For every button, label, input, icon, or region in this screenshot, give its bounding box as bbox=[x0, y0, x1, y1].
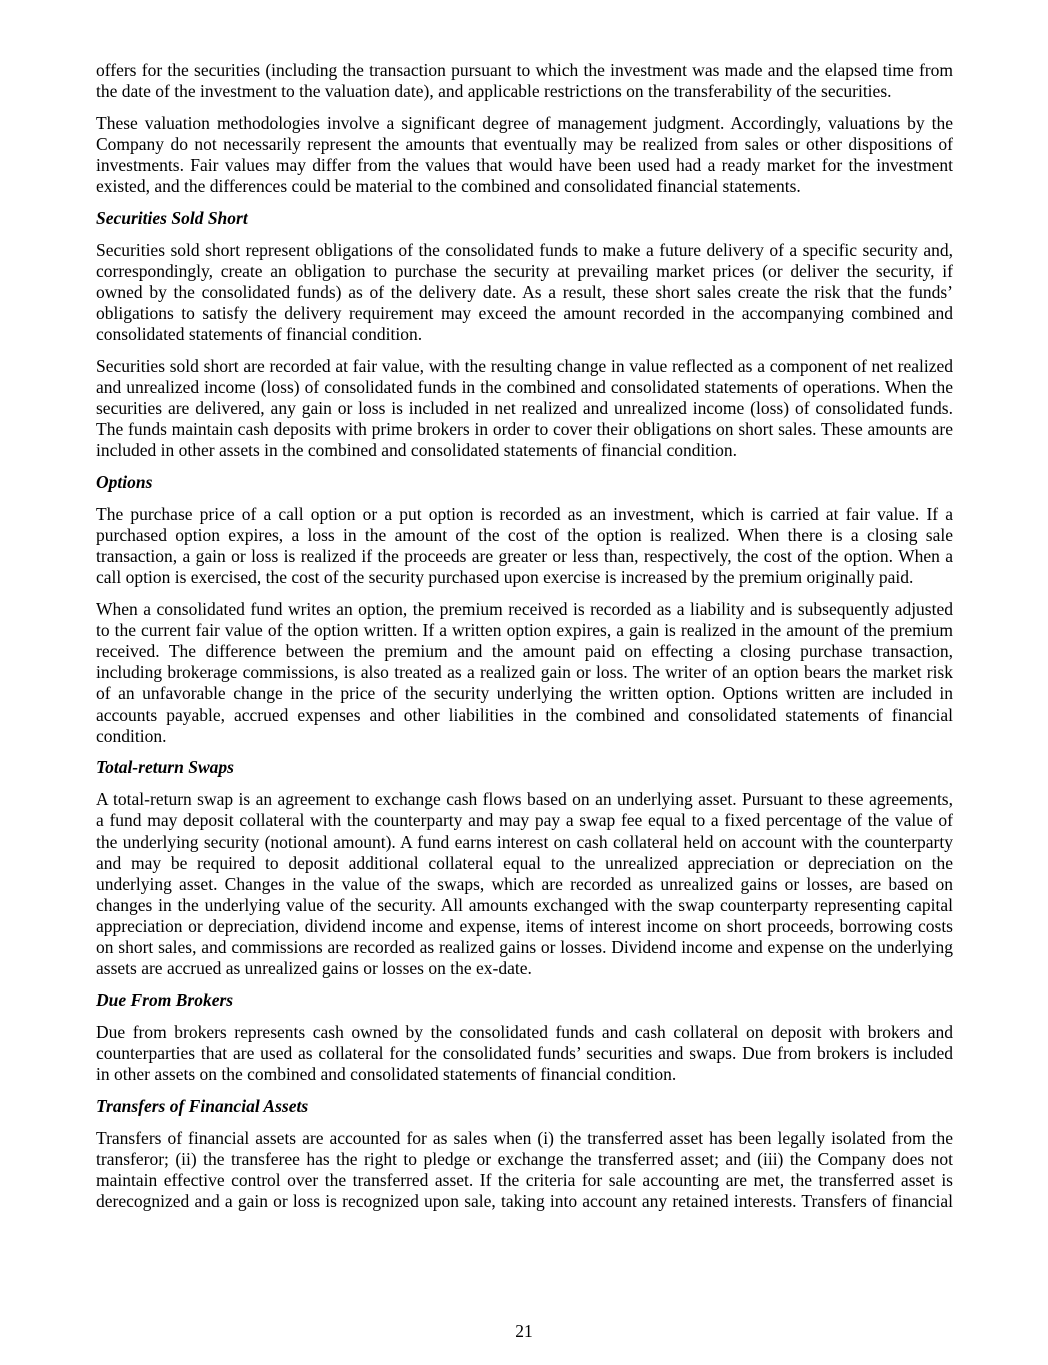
paragraph-line: the underlying security (notional amount). A fund earns interest on cash collateral held on account with the counterparty bbox=[96, 831, 953, 852]
paragraph-line: counterparties that are used as collateral for the consolidated funds’ securities and swaps. Due from brokers is included bbox=[96, 1042, 953, 1063]
paragraph-line: received. The difference between the premium and the amount paid on effecting a closing purchase transaction, bbox=[96, 641, 953, 662]
paragraph-line: condition. bbox=[96, 725, 167, 746]
paragraph bbox=[96, 789, 953, 978]
paragraph-line: Transfers of financial assets are accounted for as sales when (i) the transferred asset has been legally isolated from the bbox=[96, 1127, 953, 1148]
paragraph bbox=[96, 1128, 953, 1212]
paragraph-line: investments. Fair values may differ from the values that would have been used had a ready market for the investment bbox=[96, 155, 953, 176]
paragraph-line: on short sales, and commissions are recorded as realized gains or losses. Dividend income and expense on the underlying bbox=[96, 936, 953, 957]
paragraph-line: offers for the securities (including the transaction pursuant to which the investment was made and the elapsed time from bbox=[96, 60, 953, 80]
paragraph-line: derecognized and a gain or loss is recognized upon sale, taking into account any retained interests. Transfers of financial bbox=[96, 1190, 953, 1211]
paragraph-line: obligations to satisfy the delivery requirement may exceed the amount recorded in the accompanying combined and bbox=[96, 303, 953, 324]
paragraph-line: the date of the investment to the valuation date), and applicable restrictions on the transferability of the securities. bbox=[96, 81, 892, 102]
paragraph bbox=[96, 60, 953, 102]
paragraph-line: underlying asset. Changes in the value of the swaps, which are recorded as unrealized gains or losses, are based on bbox=[96, 873, 953, 894]
paragraph-line: Due from brokers represents cash owned by the consolidated funds and cash collateral on deposit with brokers and bbox=[96, 1021, 953, 1042]
paragraph-line: securities are delivered, any gain or loss is included in net realized and unrealized income (loss) of consolidated funds. bbox=[96, 398, 953, 419]
paragraph-line: A total-return swap is an agreement to exchange cash flows based on an underlying asset. Pursuant to these agreements, bbox=[96, 789, 953, 810]
paragraph-line: assets are accrued as unrealized gains or losses on the ex-date. bbox=[96, 957, 532, 978]
paragraph-line: Securities sold short represent obligations of the consolidated funds to make a future delivery of a specific security and, bbox=[96, 240, 953, 260]
section-total-return-swaps bbox=[96, 757, 953, 978]
paragraph bbox=[96, 599, 953, 746]
paragraph-line: transaction, a gain or loss is realized if the proceeds are greater or less than, respectively, the cost of the option. When a bbox=[96, 546, 953, 567]
paragraph-line: in other assets on the combined and consolidated statements of financial condition. bbox=[96, 1063, 677, 1084]
paragraph-line: of an unfavorable change in the price of the security underlying the written option. Options written are included in bbox=[96, 683, 953, 704]
paragraph-line: a fund may deposit collateral with the counterparty and may pay a swap fee equal to a fixed percentage of the value of bbox=[96, 810, 953, 831]
paragraph-line: consolidated statements of financial condition. bbox=[96, 324, 423, 345]
paragraph-line: purchased option expires, a loss in the amount of the cost of the option is realized. When there is a closing sale bbox=[96, 525, 953, 546]
paragraph-line: and may be required to deposit additional collateral equal to the unrealized appreciation or depreciation on the bbox=[96, 852, 953, 873]
paragraph-line: existed, and the differences could be material to the combined and consolidated financial statements. bbox=[96, 176, 801, 197]
paragraph-line: to the current fair value of the option written. If a written option expires, a gain is realized in the amount of the premium bbox=[96, 620, 953, 641]
paragraph bbox=[96, 113, 953, 197]
section-options bbox=[96, 472, 953, 746]
paragraph-line: and unrealized income (loss) of consolidated funds in the combined and consolidated statements of operations. When the bbox=[96, 377, 953, 398]
paragraph-line: The purchase price of a call option or a put option is recorded as an investment, which is carried at fair value. If a bbox=[96, 504, 953, 525]
paragraph-line: including brokerage commissions, is also treated as a realized gain or loss. The writer of an option bears the market risk bbox=[96, 662, 953, 683]
section-due-from-brokers bbox=[96, 990, 953, 1085]
section-securities-sold-short bbox=[96, 208, 953, 461]
paragraph-line: included in other assets in the combined and consolidated statements of financial condition. bbox=[96, 440, 738, 461]
paragraph-line: These valuation methodologies involve a significant degree of management judgment. Accordingly, valuations by the bbox=[96, 112, 953, 133]
paragraph-line: correspondingly, create an obligation to purchase the security at prevailing market prices (or deliver the security, if bbox=[96, 261, 953, 282]
paragraph bbox=[96, 240, 953, 345]
paragraph-line: call option is exercised, the cost of the security purchased upon exercise is increased by the premium originally paid. bbox=[96, 567, 914, 588]
section-heading: Due From Brokers bbox=[96, 989, 234, 1010]
paragraph-line: The funds maintain cash deposits with prime brokers in order to cover their obligations on short sales. These amounts are bbox=[96, 419, 953, 440]
paragraph-line: accounts payable, accrued expenses and other liabilities in the combined and consolidated statements of financial bbox=[96, 704, 953, 725]
paragraph-line: owned by the consolidated funds) as of the delivery date. As a result, these short sales create the risk that the funds’ bbox=[96, 282, 953, 303]
paragraph-line: Company do not necessarily represent the amounts that eventually may be realized from sales or other dispositions of bbox=[96, 134, 953, 155]
paragraph-line: changes in the underlying value of the security. All amounts exchanged with the swap counterparty representing capital bbox=[96, 894, 953, 915]
paragraph-line: When a consolidated fund writes an option, the premium received is recorded as a liability and is subsequently adjusted bbox=[96, 599, 953, 620]
page-number: 21 bbox=[515, 1321, 533, 1341]
paragraph-line: transferor; (ii) the transferee has the right to pledge or exchange the transferred asset; and (iii) the Company does not bbox=[96, 1148, 953, 1169]
paragraph bbox=[96, 1022, 953, 1085]
section-heading: Total-return Swaps bbox=[96, 757, 234, 778]
paragraph bbox=[96, 356, 953, 461]
section-heading: Options bbox=[96, 472, 153, 493]
paragraph bbox=[96, 504, 953, 588]
section-heading: Transfers of Financial Assets bbox=[96, 1095, 309, 1116]
paragraph-line: Securities sold short are recorded at fair value, with the resulting change in value reflected as a component of net realized bbox=[96, 356, 953, 377]
paragraph-line: appreciation or depreciation, dividend income and expense, items of interest income on short proceeds, borrowing costs bbox=[96, 915, 953, 936]
section-transfers-of-financial-assets bbox=[96, 1096, 953, 1212]
paragraph-line: maintain effective control over the transferred asset. If the criteria for sale accounting are met, the transferred asset is bbox=[96, 1169, 953, 1190]
page-body bbox=[96, 60, 953, 1223]
section-heading: Securities Sold Short bbox=[96, 208, 248, 229]
